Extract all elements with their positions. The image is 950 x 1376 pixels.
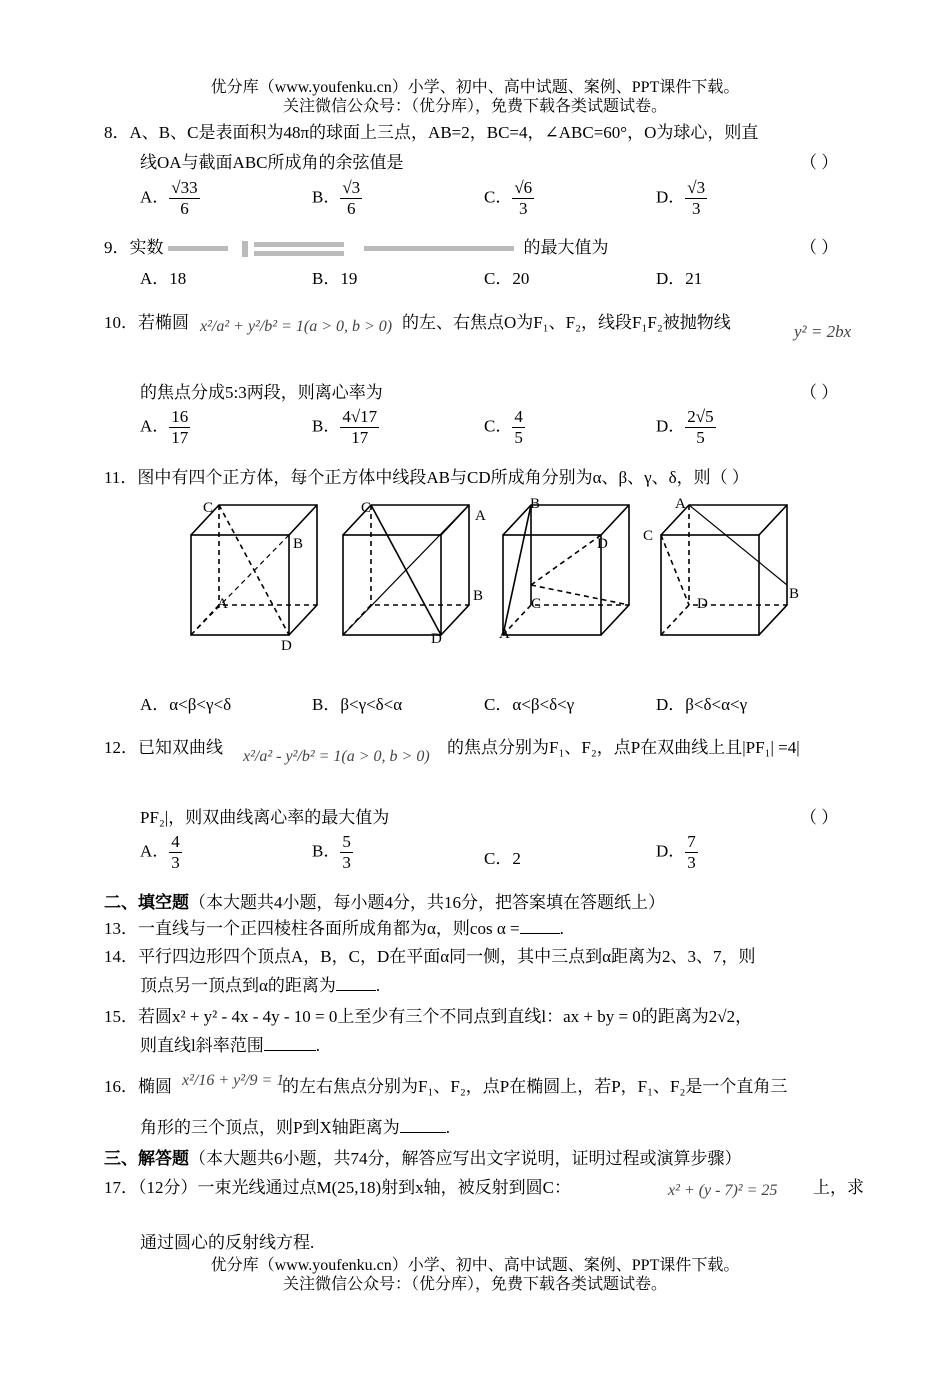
q16-ellipse-equation: x²/16 + y²/9 = 1 [182,1072,285,1089]
svg-text:A: A [499,626,510,642]
svg-text:A: A [217,596,228,612]
q16-line-2: 角形的三个顶点，则P到X轴距离为 . [140,1118,450,1137]
svg-text:D: D [597,536,608,552]
svg-text:B: B [530,496,541,512]
svg-text:C: C [643,528,654,544]
q13-line: 13．一直线与一个正四棱柱各面所成角都为α，则cos α = . [104,919,564,938]
svg-text:B: B [293,536,304,552]
q10-option-c: C． $\frac{4}{5}$ [484,407,523,447]
svg-text:D: D [281,638,292,650]
q12-option-a: A． $\frac{4}{3}$ [140,832,180,872]
q9-option-c: C．20 [484,269,530,288]
q10-ellipse-equation: x²/a² + y²/b² = 1(a > 0, b > 0) [200,318,393,335]
header-line-2: 关注微信公众号：（优分库），免费下载各类试题试卷。 [282,98,667,115]
q9-option-a: A．18 [140,269,187,288]
q11-option-d: D．β<δ<α<γ [656,695,748,714]
q8-option-b: B． $\frac{√3}{6}$ [312,178,361,218]
q12-mid: 的焦点分别为F₁、F₂，点P在双曲线上且|PF₁| =4| [447,738,800,757]
q8-option-c: C． $\frac{√6}{3}$ [484,178,533,218]
cube-alpha [191,505,317,635]
svg-text:B: B [789,586,800,602]
svg-text:B: B [473,588,484,604]
q12-option-d: D． $\frac{7}{3}$ [656,832,696,872]
q12-line-2: PF₂|，则双曲线离心率的最大值为 [140,808,390,827]
q10-option-d: D． $\frac{2√5}{5}$ [656,407,714,447]
q11-option-b: B．β<γ<δ<α [312,695,403,714]
q9-garbled-constraint-image [164,240,524,258]
q12-paren: （ ） [800,808,839,827]
section-3-heading: 三、解答题（本大题共6小题，共74分，解答应写出文字说明，证明过程或演算步骤） [104,1149,742,1168]
footer-line-2: 关注微信公众号：（优分库），免费下载各类试题试卷。 [282,1276,667,1293]
q8-option-d: D． $\frac{√3}{3}$ [656,178,706,218]
q12-prefix: 12．已知双曲线 [104,738,223,757]
q16-line-1: 的左右焦点分别为F₁、F₂，点P在椭圆上，若P，F₁、F₂是一个直角三 [282,1077,788,1096]
q10-prefix: 10．若椭圆 [104,313,189,332]
svg-text:C: C [531,596,542,612]
q8-line-1: 8．A、B、C是表面积为48π的球面上三点，AB=2，BC=4，∠ABC=60°，O为球心，则直 [104,123,759,142]
svg-text:A: A [675,496,686,512]
q9-option-d: D．21 [656,269,703,288]
svg-text:A: A [475,508,486,524]
q10-line-2: 的焦点分成5:3两段，则离心率为 [140,383,383,402]
q9-line: 9．实数 的最大值为 [104,238,609,257]
q15-line-1: 15．若圆x² + y² - 4x - 4y - 10 = 0上至少有三个不同点到直线l：ax + by = 0的距离为2√2， [104,1007,753,1026]
q16-prefix: 16．椭圆 [104,1077,172,1096]
q14-line-1: 14．平行四边形四个顶点A，B，C，D在平面α同一侧，其中三点到α距离为2、3、7，则 [104,947,756,966]
q14-line-2: 顶点另一顶点到α的距离为 . [140,976,381,995]
svg-text:D: D [431,631,442,647]
section-2-heading: 二、填空题（本大题共4小题，每小题4分，共16分，把答案填在答题纸上） [104,893,665,912]
svg-text:D: D [697,596,708,612]
q17-line-1: 17．（12分）一束光线通过点M(25,18)射到x轴，被反射到圆C： [104,1178,572,1197]
q11-option-c: C．α<β<δ<γ [484,695,575,714]
q10-parabola: y² = 2bx [794,322,852,341]
cube-beta [343,505,469,635]
q8-line-2: 线OA与截面ABC所成角的余弦值是 [140,153,404,172]
cube-gamma [503,505,629,635]
q17-line-2: 通过圆心的反射线方程. [140,1233,315,1252]
q17-circle-equation: x² + (y - 7)² = 25 [668,1182,778,1199]
q15-line-2: 则直线l斜率范围 . [140,1036,320,1055]
svg-text:C: C [203,500,214,516]
q11-option-a: A．α<β<γ<δ [140,695,232,714]
q12-option-c: C．2 [484,849,521,868]
q12-hyperbola-equation: x²/a² - y²/b² = 1(a > 0, b > 0) [243,748,430,765]
q9-paren: （ ） [800,238,839,257]
footer-line-1: 优分库（www.youfenku.cn）小学、初中、高中试题、案例、PPT课件下载。 [210,1257,740,1274]
q8-paren: （ ） [800,153,839,172]
q11-text: 11．图中有四个正方体，每个正方体中线段AB与CD所成角分别为α、β、γ、δ，则（ ） [104,468,749,487]
svg-text:C: C [361,500,372,516]
q9-option-b: B．19 [312,269,358,288]
q17-tail: 上，求 [813,1178,864,1197]
header-line-1: 优分库（www.youfenku.cn）小学、初中、高中试题、案例、PPT课件下载。 [210,79,740,96]
q10-mid: 的左、右焦点O为F₁、F₂，线段F₁F₂被抛物线 [402,313,731,332]
q10-paren: （ ） [800,383,839,402]
q11-cubes-figure [185,490,825,650]
q8-option-a: A． $\frac{√33}{6}$ [140,178,198,218]
q12-option-b: B． $\frac{5}{3}$ [312,832,351,872]
q10-option-b: B． $\frac{4√17}{17}$ [312,407,378,447]
cube-delta [661,505,787,635]
q10-option-a: A． $\frac{16}{17}$ [140,407,189,447]
